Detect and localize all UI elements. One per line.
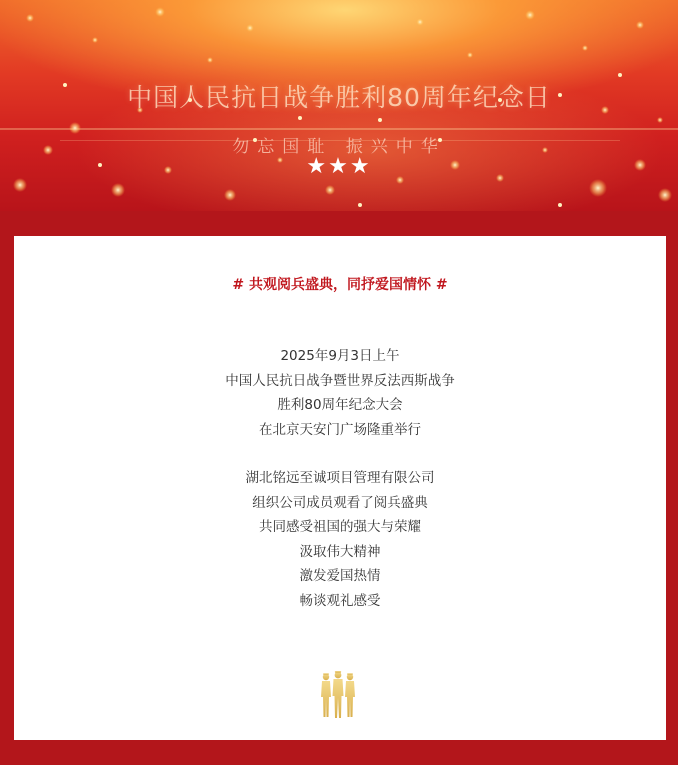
soldiers-silhouette-icon [318, 669, 358, 719]
body-line: 组织公司成员观看了阅兵盛典 [252, 494, 428, 511]
body-line: 2025年9月3日上午 [280, 348, 400, 364]
body-line: 在北京天安门广场隆重举行 [259, 421, 421, 438]
body-line: 湖北铭远至诚项目管理有限公司 [245, 470, 435, 486]
body-line: 胜利80周年纪念大会 [277, 397, 403, 413]
body-line: 畅谈观礼感受 [299, 592, 381, 609]
body-line: 共同感受祖国的强大与荣耀 [259, 519, 421, 535]
body-line: 激发爱国热情 [299, 568, 381, 584]
article-headline: # 共观阅兵盛典，同抒爱国情怀 # [232, 277, 448, 293]
body-line: 汲取伟大精神 [299, 543, 381, 560]
banner [0, 0, 678, 211]
star-icons: ★★★ [306, 154, 372, 179]
paragraph-gap [14, 442, 666, 466]
banner-title: 中国人民抗日战争胜利80周年纪念日 [127, 83, 551, 112]
banner-subtitle: 勿忘国耻 振兴中华 [232, 137, 446, 157]
body-line: 中国人民抗日战争暨世界反法西斯战争 [225, 372, 455, 389]
article-card [14, 236, 666, 740]
article-body [14, 344, 666, 613]
